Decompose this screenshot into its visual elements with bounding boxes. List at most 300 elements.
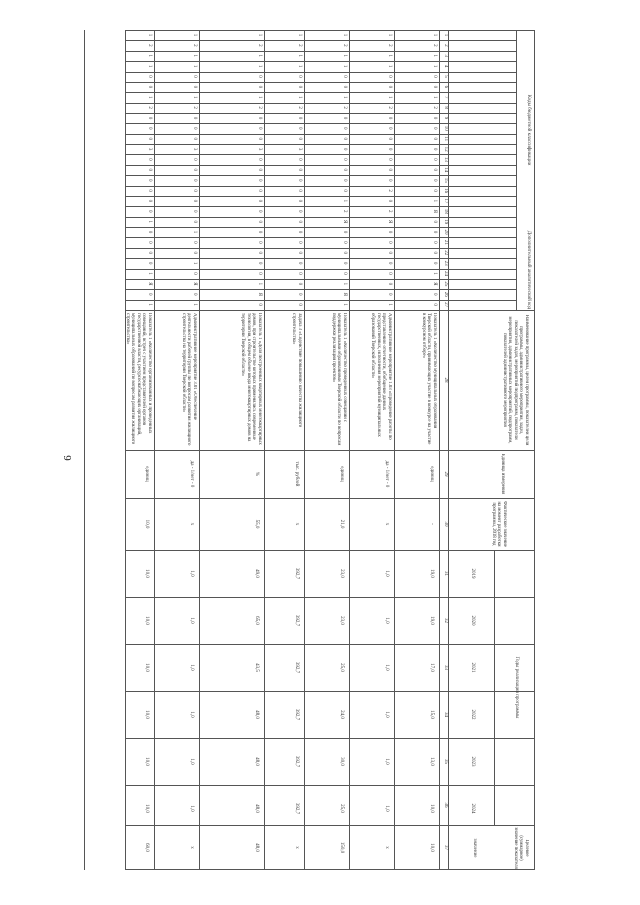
code-digit: 1: [192, 64, 197, 68]
year-header: 2022: [470, 709, 475, 720]
page-number: 6: [61, 455, 74, 461]
code-digit: 0: [432, 261, 437, 265]
code-digit: 0: [432, 158, 437, 161]
code-col-number: 19: [443, 219, 448, 225]
code-digit: 0: [387, 158, 392, 161]
analytic-code-header: Дополнительный аналитический код: [526, 230, 531, 310]
row-name: Показатель 1 «Количество организованных и проведенных совещаний, встреч с участием представителей органов государственной власти, ресурсоснабжающих организаций, муниципальных образований по вопросам развития жилищного строительства»: [124, 313, 152, 445]
code-col-number: 26: [443, 291, 448, 297]
row-year-value: 15,0: [429, 710, 434, 719]
column-number: 29: [443, 471, 448, 477]
code-digit: 2: [192, 44, 197, 47]
code-col-number: 23: [443, 260, 448, 266]
code-digit: 0: [297, 272, 302, 275]
code-digit: 0: [387, 127, 392, 130]
code-digit: Я: [257, 292, 262, 296]
row-year-value: 10,0: [429, 804, 434, 813]
code-digit: 0: [257, 189, 262, 192]
row-year-value: 30,0: [339, 757, 344, 766]
row-year-value: 392,7: [294, 755, 299, 768]
rotated-page: [100, 0, 560, 905]
code-digit: 1: [257, 282, 262, 286]
code-digit: 2: [387, 189, 392, 192]
row-target: 48,0: [254, 843, 259, 852]
row-unit: да - 1/нет - 0: [189, 460, 194, 488]
code-digit: 0: [297, 127, 302, 130]
code-digit: 0: [342, 85, 347, 89]
code-digit: 1: [387, 95, 392, 99]
code-digit: 0: [432, 293, 437, 296]
code-digit: 0: [192, 210, 197, 213]
row-year-value: 19,0: [429, 569, 434, 578]
column-number: 32: [443, 618, 448, 623]
code-digit: 1: [342, 199, 347, 203]
code-digit: 0: [297, 261, 302, 265]
code-digit: 0: [297, 168, 302, 172]
row-year-value: 48,0: [254, 757, 259, 766]
code-digit: 1: [192, 261, 197, 265]
code-digit: 0: [147, 85, 152, 89]
code-digit: 1: [297, 54, 302, 57]
code-col-number: 22: [443, 250, 448, 256]
row-year-value: 1,0: [189, 758, 194, 765]
code-digit: Я: [432, 209, 437, 213]
code-digit: 2: [257, 44, 262, 47]
code-digit: 1: [432, 33, 437, 37]
row-year-value: 392,7: [294, 567, 299, 580]
code-digit: 0: [297, 220, 302, 223]
code-digit: 2: [147, 44, 152, 47]
code-digit: 1: [342, 303, 347, 306]
row-year-value: 23,0: [339, 616, 344, 625]
code-col-number: 5: [443, 75, 448, 78]
column-number: 34: [443, 712, 448, 717]
row-unit: да - 1/нет - 0: [384, 460, 389, 488]
code-digit: Я: [342, 292, 347, 296]
row-target: x: [294, 846, 299, 849]
code-digit: 2: [387, 210, 392, 213]
code-digit: 0: [192, 251, 197, 255]
code-digit: 0: [387, 178, 392, 182]
row-fact: 21,0: [339, 519, 344, 529]
code-digit: 0: [432, 85, 437, 89]
row-unit: единиц: [429, 466, 434, 482]
code-digit: Я: [387, 220, 392, 224]
row-year-value: 19,0: [429, 616, 434, 625]
row-name: Задача 3 «Содействие повышению качества жилищного строительства»: [291, 313, 302, 428]
kbk-header: Коды бюджетной классификации: [526, 94, 531, 166]
code-digit: 1: [147, 33, 152, 37]
code-digit: 1: [387, 303, 392, 306]
code-digit: 0: [387, 293, 392, 296]
code-digit: 1: [192, 54, 197, 57]
code-col-number: 24: [443, 271, 448, 276]
code-digit: 0: [297, 282, 302, 286]
code-digit: 0: [257, 220, 262, 223]
code-col-number: 18: [443, 208, 448, 214]
row-year-value: 17,0: [429, 663, 434, 672]
row-name: Показатель 1 «Количество проведенных совещаний с муниципальными образованиями Тверской области по вопросам поддержки реализации проектов»: [330, 313, 347, 446]
row-year-value: 25,0: [339, 804, 344, 813]
code-digit: 0: [297, 189, 302, 192]
row-year-value: 48,0: [254, 710, 259, 719]
code-col-number: 25: [443, 281, 448, 287]
code-digit: 0: [342, 189, 347, 192]
code-digit: 0: [297, 230, 302, 234]
code-digit: 0: [342, 75, 347, 78]
code-digit: 0: [257, 137, 262, 140]
code-digit: Я: [432, 282, 437, 286]
code-digit: 0: [387, 261, 392, 265]
code-digit: 0: [147, 116, 152, 120]
code-digit: 0: [192, 272, 197, 275]
code-digit: 0: [147, 137, 152, 140]
code-digit: 2: [432, 44, 437, 47]
row-fact: -: [429, 523, 434, 525]
row-year-value: 1,0: [189, 805, 194, 812]
row-year-value: 1,0: [384, 711, 389, 718]
code-digit: 0: [297, 241, 302, 244]
code-digit: 0: [147, 168, 152, 172]
code-digit: 0: [297, 137, 302, 140]
code-digit: 0: [387, 116, 392, 120]
row-year-value: 392,7: [294, 708, 299, 721]
row-year-value: 1,0: [384, 805, 389, 812]
code-digit: 1: [192, 230, 197, 234]
row-divider: [494, 550, 495, 825]
code-col-number: 16: [443, 188, 448, 194]
code-digit: 0: [257, 303, 262, 306]
row-year-value: 392,7: [294, 661, 299, 674]
code-digit: 1: [342, 64, 347, 68]
code-digit: 2: [297, 106, 302, 109]
code-digit: 0: [342, 158, 347, 161]
row-name: Показатель 1 «Доля построенных квартирных многоквартирных домов, при строительстве которых применялись современные технологии, в общем объеме ввода многоквартирных домов на территории Тверской области»: [240, 313, 262, 445]
code-digit: 2: [432, 106, 437, 109]
row-divider: [448, 30, 449, 870]
code-digit: 0: [257, 251, 262, 255]
code-digit: 0: [147, 293, 152, 296]
code-digit: 0: [387, 75, 392, 78]
column-number: 31: [443, 571, 448, 576]
row-year-value: 13,0: [429, 757, 434, 766]
code-digit: 0: [192, 116, 197, 120]
code-digit: 0: [147, 158, 152, 161]
column-number: 33: [443, 665, 448, 670]
code-digit: 0: [432, 147, 437, 151]
code-digit: 2: [342, 106, 347, 109]
code-digit: 0: [297, 158, 302, 161]
column-number: 35: [443, 759, 448, 764]
code-digit: 2: [257, 106, 262, 109]
code-digit: 1: [257, 64, 262, 68]
code-col-number: 21: [443, 239, 448, 245]
code-digit: 0: [297, 85, 302, 89]
code-digit: 0: [192, 293, 197, 296]
code-digit: 0: [387, 85, 392, 89]
code-digit: 0: [147, 261, 152, 265]
code-digit: 0: [297, 199, 302, 203]
name-column-header: Наименование программы, целей программы, показателей цели программы, административного мероприятия, задач, показателей задач, мероприятий подпрограмм, показатели мероприятия, административных мероприятий, подпрограмм, показателей административного мероприятия: [501, 314, 529, 446]
code-digit: 0: [257, 241, 262, 244]
code-digit: 0: [387, 282, 392, 286]
code-digit: 0: [342, 261, 347, 265]
code-digit: 2: [342, 210, 347, 213]
code-digit: 0: [297, 210, 302, 213]
code-digit: 3: [297, 147, 302, 151]
code-digit: 1: [432, 64, 437, 68]
row-fact: 10,0: [144, 519, 149, 529]
code-digit: 0: [432, 230, 437, 234]
code-digit: 0: [297, 251, 302, 255]
code-digit: 0: [432, 116, 437, 120]
code-digit: 0: [147, 210, 152, 213]
row-year-value: 1,0: [189, 664, 194, 671]
code-digit: 0: [147, 199, 152, 203]
code-digit: 0: [342, 230, 347, 234]
code-digit: 3: [147, 147, 152, 151]
code-digit: 0: [432, 303, 437, 306]
year-header: 2023: [470, 756, 475, 767]
code-digit: 1: [432, 54, 437, 57]
code-digit: 0: [342, 168, 347, 172]
row-name: Административное мероприятие 1.03 «Проведение работы по представлению отчетности, обобщение данных государственных, исполнения мероприятий муниципальных образований Тверской области»: [370, 313, 392, 440]
code-digit: 0: [342, 272, 347, 275]
column-number: 37: [443, 845, 448, 850]
code-digit: 0: [432, 127, 437, 130]
code-digit: 0: [297, 75, 302, 78]
code-digit: 0: [147, 251, 152, 255]
code-digit: 0: [257, 168, 262, 172]
code-digit: 0: [432, 168, 437, 172]
code-col-number: 11: [443, 136, 448, 142]
code-digit: 1: [432, 199, 437, 203]
code-digit: 0: [432, 220, 437, 223]
code-digit: 0: [192, 127, 197, 130]
code-digit: 0: [387, 251, 392, 255]
code-digit: 1: [432, 272, 437, 275]
code-digit: 0: [147, 241, 152, 244]
column-number: 36: [443, 802, 448, 808]
code-col-number: 8: [443, 106, 448, 109]
code-digit: 1: [192, 33, 197, 37]
program-table: [125, 30, 535, 870]
row-year-value: 1,0: [384, 664, 389, 671]
year-header: 2021: [470, 662, 475, 673]
code-digit: 0: [192, 241, 197, 244]
code-digit: 0: [192, 189, 197, 192]
code-col-number: 14: [443, 167, 448, 173]
year-header: 2019: [470, 568, 475, 579]
row-year-value: 10,0: [144, 616, 149, 625]
code-digit: 0: [432, 75, 437, 78]
code-digit: 1: [342, 54, 347, 57]
code-digit: 2: [297, 44, 302, 47]
code-col-number: 3: [443, 54, 448, 57]
code-digit: 0: [432, 178, 437, 182]
code-digit: 0: [432, 189, 437, 192]
row-year-value: 1,0: [189, 570, 194, 577]
code-col-number: 6: [443, 85, 448, 89]
row-name: Административное мероприятие 3.01 «Обеспечение деятельности рабочей группы по вопросам развития жилищного строительства на территории Тверской области»: [180, 313, 197, 446]
row-year-value: 10,0: [144, 569, 149, 578]
code-digit: 0: [257, 178, 262, 182]
code-digit: 0: [192, 199, 197, 203]
row-year-value: 392,7: [294, 802, 299, 815]
code-digit: 0: [192, 220, 197, 223]
code-digit: 0: [147, 230, 152, 234]
code-col-number: 1: [443, 33, 448, 37]
unit-header: Единица измерения: [500, 453, 505, 495]
row-year-value: 48,0: [254, 804, 259, 813]
code-digit: 1: [387, 54, 392, 57]
code-digit: 1: [257, 54, 262, 57]
code-col-number: 4: [443, 64, 448, 68]
row-fact: 55,0: [254, 519, 259, 529]
code-col-number: 17: [443, 198, 448, 204]
year-header: 2020: [470, 615, 475, 626]
row-year-value: 10,0: [144, 710, 149, 719]
code-digit: 1: [297, 33, 302, 37]
target-header: Целевое (суммарное) значение показателя: [512, 827, 529, 869]
code-digit: 0: [342, 116, 347, 120]
code-digit: 0: [432, 137, 437, 140]
code-digit: 0: [192, 158, 197, 161]
code-digit: 0: [297, 303, 302, 306]
code-digit: 0: [432, 251, 437, 255]
row-unit: %: [254, 471, 259, 477]
code-digit: 0: [192, 178, 197, 182]
code-digit: 0: [257, 272, 262, 275]
row-divider: [84, 30, 85, 870]
row-year-value: 43,5: [254, 663, 259, 672]
code-digit: 2: [342, 44, 347, 47]
code-digit: 1: [297, 64, 302, 68]
code-col-number: 20: [443, 229, 448, 235]
code-digit: 0: [257, 85, 262, 89]
code-digit: 1: [192, 303, 197, 306]
code-digit: 1: [147, 220, 152, 223]
code-col-number: 27: [443, 302, 448, 308]
row-year-value: 10,0: [144, 663, 149, 672]
row-unit: единиц: [144, 466, 149, 482]
code-digit: 0: [387, 241, 392, 244]
code-digit: 1: [257, 33, 262, 37]
code-digit: 1: [257, 95, 262, 99]
code-digit: 0: [257, 230, 262, 234]
code-digit: 0: [342, 137, 347, 140]
column-number: 28: [443, 377, 448, 383]
code-col-number: 7: [443, 95, 448, 99]
code-col-number: 9: [443, 116, 448, 120]
row-year-value: 1,0: [384, 617, 389, 624]
code-digit: 0: [297, 293, 302, 296]
row-year-value: 392,7: [294, 614, 299, 627]
code-digit: 2: [192, 106, 197, 109]
code-digit: 1: [147, 54, 152, 57]
code-digit: 0: [257, 210, 262, 213]
code-digit: 0: [342, 147, 347, 151]
row-unit: тыс. рублей: [294, 461, 299, 487]
row-fact: x: [189, 522, 194, 526]
code-digit: Я: [192, 282, 197, 286]
code-col-number: 2: [443, 44, 448, 47]
row-year-value: 23,0: [339, 569, 344, 578]
row-year-value: 49,0: [254, 569, 259, 578]
years-group-header: Годы реализации программы: [514, 656, 519, 719]
row-unit: единиц: [339, 466, 344, 482]
code-digit: Я: [147, 282, 152, 286]
code-digit: 0: [257, 261, 262, 265]
row-year-value: 1,0: [189, 711, 194, 718]
row-year-value: 24,0: [339, 710, 344, 719]
row-target: 150,0: [339, 841, 344, 854]
code-col-number: 15: [443, 177, 448, 183]
row-year-value: 1,0: [384, 570, 389, 577]
row-target: 10,0: [429, 843, 434, 852]
code-digit: 0: [387, 230, 392, 234]
code-digit: 0: [342, 251, 347, 255]
code-digit: 0: [387, 199, 392, 203]
code-digit: 2: [387, 44, 392, 47]
code-digit: 0: [192, 85, 197, 89]
row-name: Показатель 1 «Количество муниципальных образований Тверской области, принимающих участие в конкурсе на участие в конкурсном отборе»: [420, 313, 437, 445]
code-digit: 0: [387, 137, 392, 140]
code-digit: 0: [257, 199, 262, 203]
code-digit: 1: [147, 272, 152, 275]
row-target: 60,0: [144, 843, 149, 852]
row-year-value: 10,0: [144, 757, 149, 766]
code-digit: 1: [147, 95, 152, 99]
code-digit: 1: [387, 64, 392, 68]
row-year-value: 25,0: [339, 663, 344, 672]
code-digit: 3: [257, 147, 262, 151]
code-digit: 0: [147, 75, 152, 78]
code-digit: 0: [297, 178, 302, 182]
code-digit: 0: [387, 168, 392, 172]
code-col-number: 13: [443, 156, 448, 162]
row-year-value: 65,0: [254, 616, 259, 625]
year-header: 2024: [470, 803, 475, 814]
code-digit: 0: [147, 178, 152, 182]
code-digit: 0: [387, 147, 392, 151]
code-col-number: 12: [443, 146, 448, 152]
code-digit: 1: [342, 33, 347, 37]
code-digit: 0: [192, 75, 197, 78]
code-digit: 0: [342, 127, 347, 130]
code-digit: 0: [192, 137, 197, 140]
code-digit: 1: [192, 95, 197, 99]
code-digit: 0: [342, 241, 347, 244]
row-target: x: [384, 846, 389, 849]
code-digit: 0: [342, 178, 347, 182]
code-digit: 1: [147, 303, 152, 306]
code-digit: 3: [192, 147, 197, 151]
column-number: 30: [443, 521, 448, 527]
row-divider: [516, 30, 517, 310]
code-col-number: 10: [443, 125, 448, 131]
code-digit: 1: [342, 282, 347, 286]
code-digit: 0: [297, 116, 302, 120]
code-digit: 0: [257, 75, 262, 78]
row-fact: x: [384, 522, 389, 526]
row-year-value: 1,0: [189, 617, 194, 624]
code-digit: 1: [342, 95, 347, 99]
row-target: x: [189, 846, 194, 849]
code-digit: 0: [432, 241, 437, 244]
code-digit: 1: [387, 33, 392, 37]
code-digit: 0: [147, 127, 152, 130]
